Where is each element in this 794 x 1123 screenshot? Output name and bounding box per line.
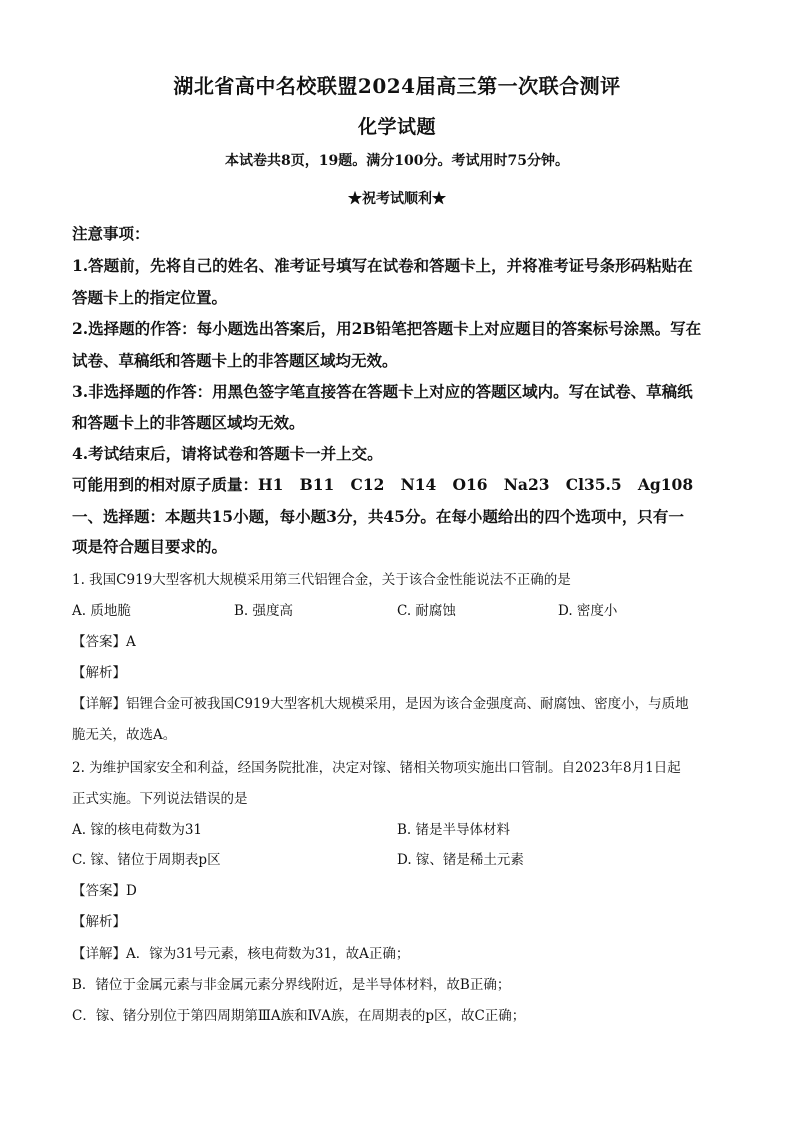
q2-stem-line-2: 正式实施。下列说法错误的是: [72, 791, 248, 807]
q2-detail-line-3: C．镓、锗分别位于第四周期第ⅢA族和ⅣA族，在周期表的p区，故C正确；: [72, 1008, 526, 1024]
subject-title: 化学试题: [357, 116, 436, 138]
q1-detail-line-1: 【详解】铝锂合金可被我国C919大型客机大规模采用，是因为该合金强度高、耐腐蚀、密度小，与质地: [72, 696, 689, 712]
section-1-line-1: 一、选择题：本题共15小题，每小题3分，共45分。在每小题给出的四个选项中，只有一: [72, 507, 684, 526]
good-luck-line: ★祝考试顺利★: [348, 191, 446, 207]
q1-option-d: D. 密度小: [558, 603, 618, 619]
note-2-line-2: 试卷、草稿纸和答题卡上的非答题区域均无效。: [72, 351, 398, 370]
note-2-line-1: 2.选择题的作答：每小题选出答案后，用2B铅笔把答题卡上对应题目的答案标号涂黑。写在: [72, 319, 702, 338]
q2-answer: 【答案】D: [72, 883, 137, 899]
q2-option-a: A. 镓的核电荷数为31: [72, 822, 203, 838]
q2-option-b: B. 锗是半导体材料: [397, 822, 511, 838]
note-1-line-1: 1.答题前，先将自己的姓名、准考证号填写在试卷和答题卡上，并将准考证号条形码粘贴在: [72, 256, 693, 275]
q2-detail-line-1: 【详解】A．镓为31号元素，核电荷数为31，故A正确；: [72, 946, 410, 962]
q2-analysis-label: 【解析】: [72, 914, 126, 930]
exam-title: 湖北省高中名校联盟2024届高三第一次联合测评: [173, 74, 621, 98]
q1-stem: 1. 我国C919大型客机大规模采用第三代铝锂合金，关于该合金性能说法不正确的是: [72, 572, 571, 588]
q1-answer: 【答案】A: [72, 634, 136, 650]
q2-stem-line-1: 2. 为维护国家安全和利益，经国务院批准，决定对镓、锗相关物项实施出口管制。自2023年8月1日起: [72, 760, 681, 776]
q1-option-b: B. 强度高: [234, 603, 294, 619]
q2-option-d: D. 镓、锗是稀土元素: [397, 852, 524, 868]
q1-detail-line-2: 脆无关，故选A。: [72, 727, 177, 743]
q1-option-c: C. 耐腐蚀: [397, 603, 456, 619]
note-3-line-1: 3.非选择题的作答：用黑色签字笔直接答在答题卡上对应的答题区域内。写在试卷、草稿纸: [72, 382, 693, 401]
q1-analysis-label: 【解析】: [72, 665, 126, 681]
exam-info: 本试卷共8页，19题。满分100分。考试用时75分钟。: [225, 153, 569, 169]
atomic-masses: 可能用到的相对原子质量：H1 B11 C12 N14 O16 Na23 Cl35.5 Ag108: [72, 475, 694, 494]
note-3-line-2: 和答题卡上的非答题区域均无效。: [72, 413, 305, 432]
q2-option-c: C. 镓、锗位于周期表p区: [72, 852, 221, 868]
note-4: 4.考试结束后，请将试卷和答题卡一并上交。: [72, 444, 383, 463]
section-1-line-2: 项是符合题目要求的。: [72, 537, 228, 556]
q2-detail-line-2: B．锗位于金属元素与非金属元素分界线附近，是半导体材料，故B正确；: [72, 977, 511, 993]
note-1-line-2: 答题卡上的指定位置。: [72, 288, 228, 307]
notes-heading: 注意事项：: [72, 224, 150, 243]
q1-option-a: A. 质地脆: [72, 603, 131, 619]
